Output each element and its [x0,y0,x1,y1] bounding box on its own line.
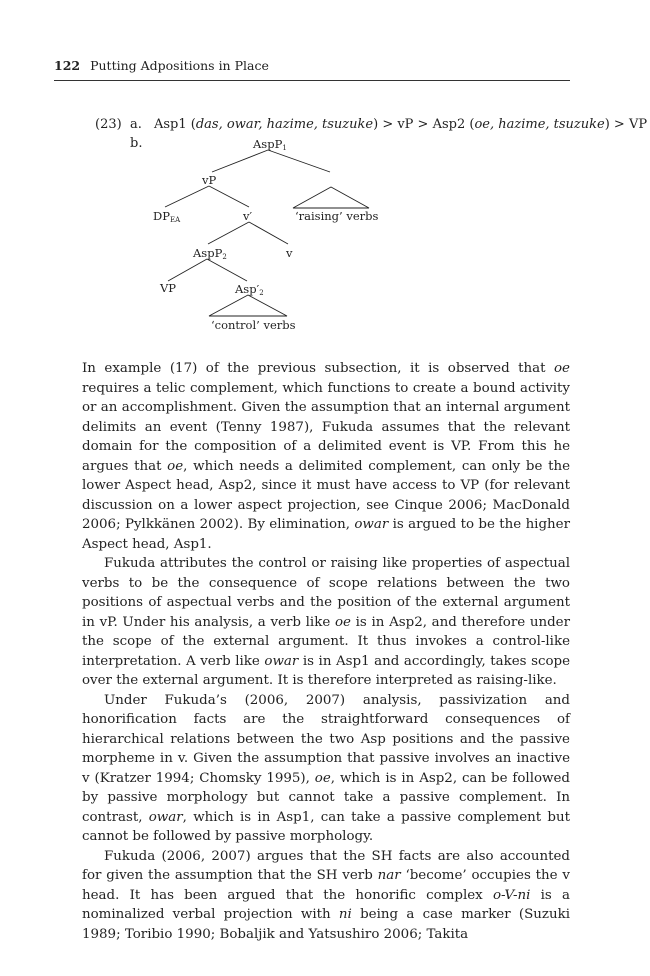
node-raising-verbs: ‘raising’ verbs [295,209,379,223]
node-vp-lower: VP [160,281,177,295]
paragraph-2: Fukuda attributes the control or raising like properties of aspectual verbs to be the consequence of scope relations between the two positions of aspectual verbs and the position of the external argument in vP. Under his analysis, a verb like oe is in Asp2, and therefore under the scope of the external argument. It thus invokes a control-like interpretation. A verb like owar is in Asp1 and accordingly, takes scope over the external argument. It is therefore interpreted as raising-like. [82,556,570,688]
page-number: 122 [54,58,81,73]
body-text [82,359,570,944]
paragraph-4: Fukuda (2006, 2007) argues that the SH facts are also accounted for given the assumption that the SH verb nar ‘become’ occupies the v head. It has been argued that the honorific complex o-V-ni is a nominalized verbal projection with ni being a case marker (Suzuki 1989; Toribio 1990; Bobaljik and Yatsushiro 2006; Takita [82,848,570,942]
node-dp-ea: DPEA [153,209,181,224]
paragraph-3: Under Fukuda’s (2006, 2007) analysis, passivization and honorification facts are the straightforward consequences of hierarchical relations between the two Asp positions and the passive morpheme in v. Given the assumption that passive involves an inactive v (Kratzer 1994; Chomsky 1995), oe, which is in Asp2, can be followed by passive morphology but cannot take a passive complement. In contrast, owar, which is in Asp1, can take a passive complement but cannot be followed by passive morphology. [82,692,570,844]
node-v: v [286,246,293,260]
paragraph-1: In example (17) of the previous subsection, it is observed that oe requires a telic complement, which functions to create a bound activity or an accomplishment. Given the assumption that an internal argument delimits an event (Tenny 1987), Fukuda assumes that the relevant domain for the composition of a delimited event is VP. From this he argues that oe, which needs a delimited complement, can only be the lower Aspect head, Asp2, since it must have access to VP (for relevant discussion on a lower aspect projection, see Cinque 2006; MacDonald 2006; Pylkkänen 2002). By elimination, owar is argued to be the higher Aspect head, Asp1. [82,361,570,552]
node-aspp1: AspP1 [253,137,287,152]
example-b-letter: b. [130,136,143,151]
running-header [54,58,570,81]
tree-branches [165,150,369,316]
node-asp-bar2: Asp′2 [235,282,264,297]
node-control-verbs: ‘control’ verbs [211,318,296,332]
example-a-letter: a. [130,117,142,132]
example-number: (23) [95,117,122,132]
node-vp: vP [202,173,217,187]
running-title: Putting Adpositions in Place [90,58,269,73]
example-a-text: Asp1 (das, owar, hazime, tsuzuke) > vP > Asp2 (oe, hazime, tsuzuke) > VP [154,117,648,132]
node-aspp2: AspP2 [193,246,227,261]
node-v-bar: v′ [243,209,253,223]
